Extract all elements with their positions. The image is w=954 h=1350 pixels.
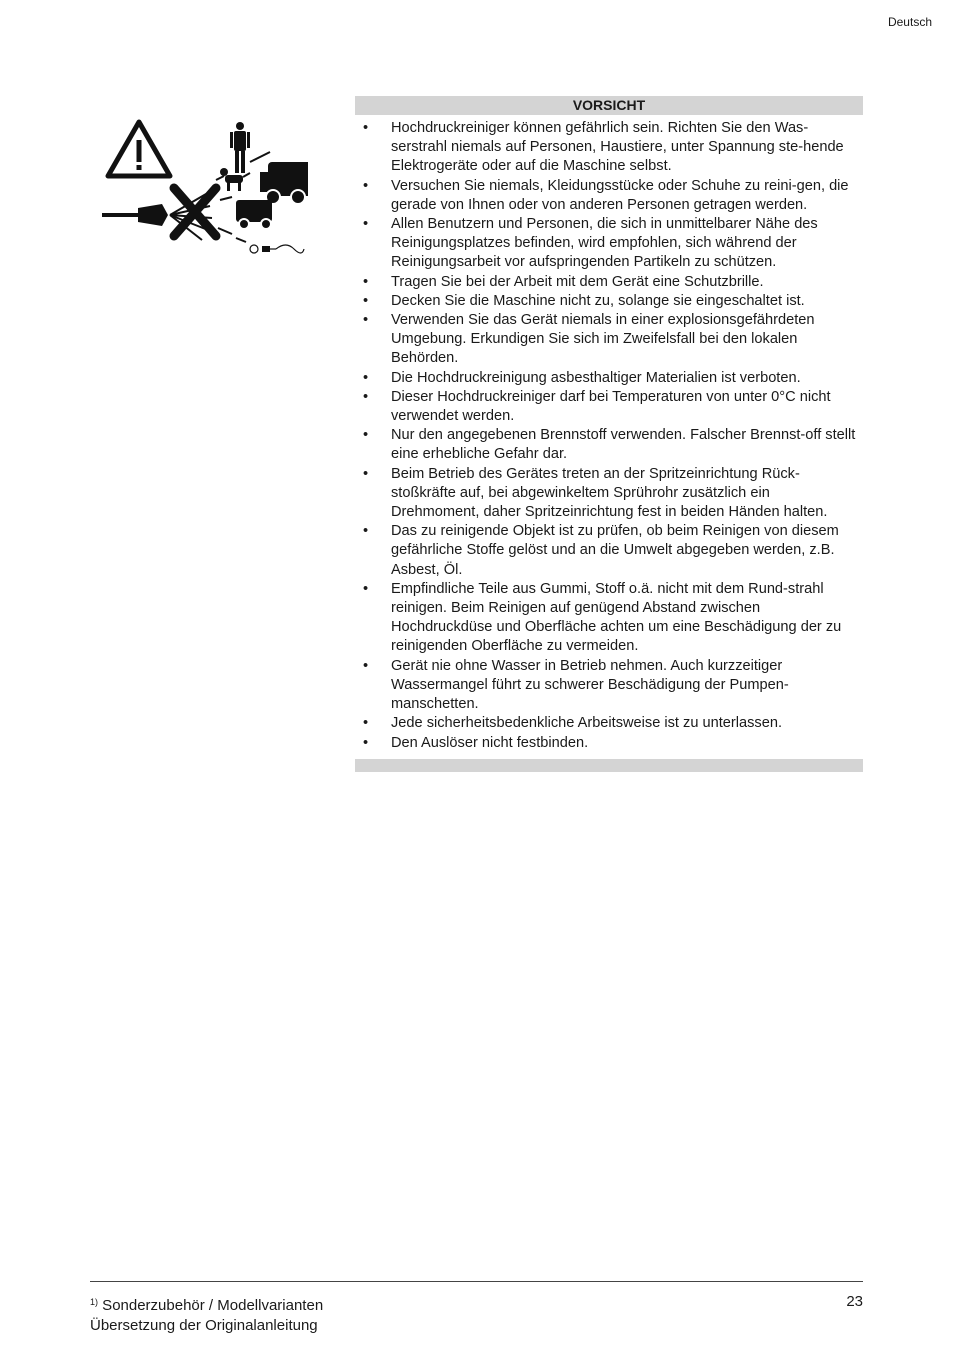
machine-icon	[236, 162, 308, 229]
list-item-text: Das zu reinigende Objekt ist zu prüfen, ob beim Reinigen von diesem gefährliche Stoffe gelöst und an die Umwelt abgegeben werden, z.B. Asbest, Öl.	[391, 523, 839, 578]
caution-box	[355, 96, 863, 772]
list-item-text: Versuchen Sie niemals, Kleidungsstücke oder Schuhe zu reini-gen, die gerade von Ihnen oder von anderen Personen getragen werden.	[391, 177, 849, 213]
bullet: •	[363, 273, 369, 290]
list-item	[355, 522, 863, 580]
bullet: •	[363, 312, 369, 329]
footer-notes	[90, 1292, 323, 1336]
list-item	[355, 580, 863, 657]
bullet: •	[363, 216, 369, 233]
footnote-marker: 1)	[90, 1297, 99, 1307]
footnote-text: Sonderzubehör / Modellvarianten	[98, 1297, 324, 1314]
bullet: •	[363, 734, 369, 751]
list-item	[355, 657, 863, 715]
bullet: •	[363, 427, 369, 444]
list-item-text: Nur den angegebenen Brennstoff verwenden. Falscher Brennst-off stellt eine erhebliche Gefahr dar.	[391, 427, 856, 463]
caution-footer-bar	[355, 759, 863, 772]
footnote-line	[90, 1292, 323, 1316]
list-item	[355, 388, 863, 426]
bullet: •	[363, 120, 369, 136]
list-item-text: Den Auslöser nicht festbinden.	[391, 734, 589, 751]
list-item	[355, 369, 863, 388]
list-item-text: Die Hochdruckreinigung asbesthaltiger Materialien ist verboten.	[391, 369, 801, 386]
person-icon	[230, 122, 250, 173]
bullet: •	[363, 369, 369, 386]
list-item-text: Dieser Hochdruckreiniger darf bei Temperaturen von unter 0°C nicht verwendet werden.	[391, 388, 831, 425]
bullet: •	[363, 580, 369, 597]
list-item	[355, 734, 863, 753]
list-item-text: Allen Benutzern und Personen, die sich in unmittelbarer Nähe des Reinigungsplatzes befinden, wird empfohlen, sich während der Reinigungsarbeit vor aufspringenden Partikeln zu schützen.	[391, 216, 818, 271]
list-item	[355, 311, 863, 369]
warning-pictogram	[98, 118, 308, 263]
bullet: •	[363, 715, 369, 732]
plug-icon	[250, 245, 304, 253]
warning-triangle-icon	[108, 122, 170, 176]
list-item	[355, 292, 863, 311]
list-item	[355, 177, 863, 215]
list-item-text: Tragen Sie bei der Arbeit mit dem Gerät eine Schutzbrille.	[391, 273, 764, 290]
language-label: Deutsch	[887, 15, 932, 29]
list-item-text: Gerät nie ohne Wasser in Betrieb nehmen. Auch kurzzeitiger Wassermangel führt zu schwerer Beschädigung der Pumpen-manschetten.	[391, 657, 789, 713]
list-item-text: Hochdruckreiniger können gefährlich sein. Richten Sie den Was-serstrahl niemals auf Personen, Haustiere, unter Spannung ste-hende Elektrogeräte oder auf die Maschine selbst.	[391, 120, 844, 175]
list-item	[355, 273, 863, 292]
bullet: •	[363, 177, 369, 194]
bullet: •	[363, 657, 369, 674]
list-item	[355, 426, 863, 464]
list-item-text: Verwenden Sie das Gerät niemals in einer explosionsgefährdeten Umgebung. Erkundigen Sie sich im Zweifelsfall bei den lokalen Behörden.	[391, 312, 815, 367]
caution-list	[355, 115, 863, 759]
footer-subtitle: Übersetzung der Originalanleitung	[90, 1317, 318, 1334]
footer-divider	[90, 1281, 863, 1282]
list-item-text: Beim Betrieb des Gerätes treten an der Spritzeinrichtung Rück-stoßkräfte auf, bei abgewinkeltem Sprührohr zusätzlich ein Drehmoment, daher Spritzeinrichtung fest in beiden Händen halten.	[391, 465, 828, 521]
list-item-text: Decken Sie die Maschine nicht zu, solange sie eingeschaltet ist.	[391, 292, 805, 309]
list-item	[355, 714, 863, 733]
caution-title: VORSICHT	[355, 96, 863, 115]
list-item	[355, 119, 863, 177]
list-item	[355, 215, 863, 273]
list-item-text: Empfindliche Teile aus Gummi, Stoff o.ä. nicht mit dem Rund-strahl reinigen. Beim Reinigen auf genügend Abstand zwischen Hochdruckdüse und Oberfläche achten um eine Beschädigung der zu reinigenden Oberfläche zu vermeiden.	[391, 580, 842, 655]
bullet: •	[363, 523, 369, 540]
bullet: •	[363, 465, 369, 482]
list-item	[355, 465, 863, 523]
bullet: •	[363, 388, 369, 405]
list-item-text: Jede sicherheitsbedenkliche Arbeitsweise ist zu unterlassen.	[391, 715, 783, 732]
bullet: •	[363, 292, 369, 309]
page-number: 23	[846, 1293, 863, 1310]
